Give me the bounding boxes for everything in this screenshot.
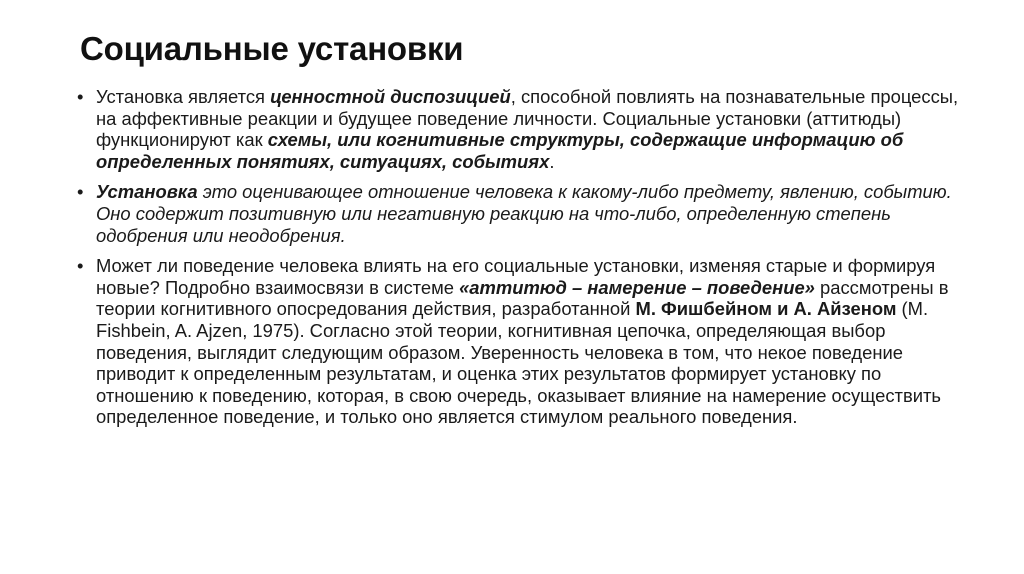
bullet-emphasis: ценностной диспозицией [270, 86, 511, 107]
bullet-emphasis: «аттитюд – намерение – поведение» [459, 276, 815, 298]
bullet-emphasis: Установка [96, 181, 198, 203]
bullet-text: Установка является [96, 86, 271, 107]
bullet-item-2 [80, 181, 960, 246]
bullet-text-italic: это оценивающее отношение человека к какому-либо предмету, явлению, событию. Оно содержит позитивную или негативную реакцию на что-либо, определенную степень одобрения или неодобрения. [96, 181, 952, 246]
bullet-text: , способной повлиять на познавательные процессы, на аффективные реакции и будущее поведение личности. Социальные установки (аттитюды) функционируют как [96, 86, 959, 151]
bullet-text: рассмотрены в теории когнитивного опосредования действия, разработанной [96, 276, 949, 320]
bullet-item-3 [80, 255, 960, 428]
bullet-text: Может ли поведение человека влиять на его социальные установки, изменяя старые и формируя новые? Подробно взаимосвязи в системе [96, 255, 936, 298]
bullet-list [80, 86, 960, 437]
bullet-authors: М. Фишбейном и А. Айзеном [635, 298, 897, 320]
bullet-text: . [549, 150, 555, 172]
slide-title: Социальные установки [80, 30, 464, 67]
bullet-emphasis: схемы, или когнитивные структуры, содержащие информацию об определенных понятиях, ситуациях, событиях [96, 129, 904, 172]
bullet-text: (M. Fishbein, A. Ajzen, 1975). Согласно этой теории, когнитивная цепочка, определяющая выбор поведения, выглядит следующим образом. Уверенность человека в том, что некое поведение приводит к определенным результатам, и оценка этих результатов формирует установку по отношению к поведению, которая, в свою очередь, оказывает влияние на намерение осуществить определенное поведение, и только оно является стимулом реального поведения. [96, 298, 941, 428]
bullet-item-1 [80, 86, 960, 172]
